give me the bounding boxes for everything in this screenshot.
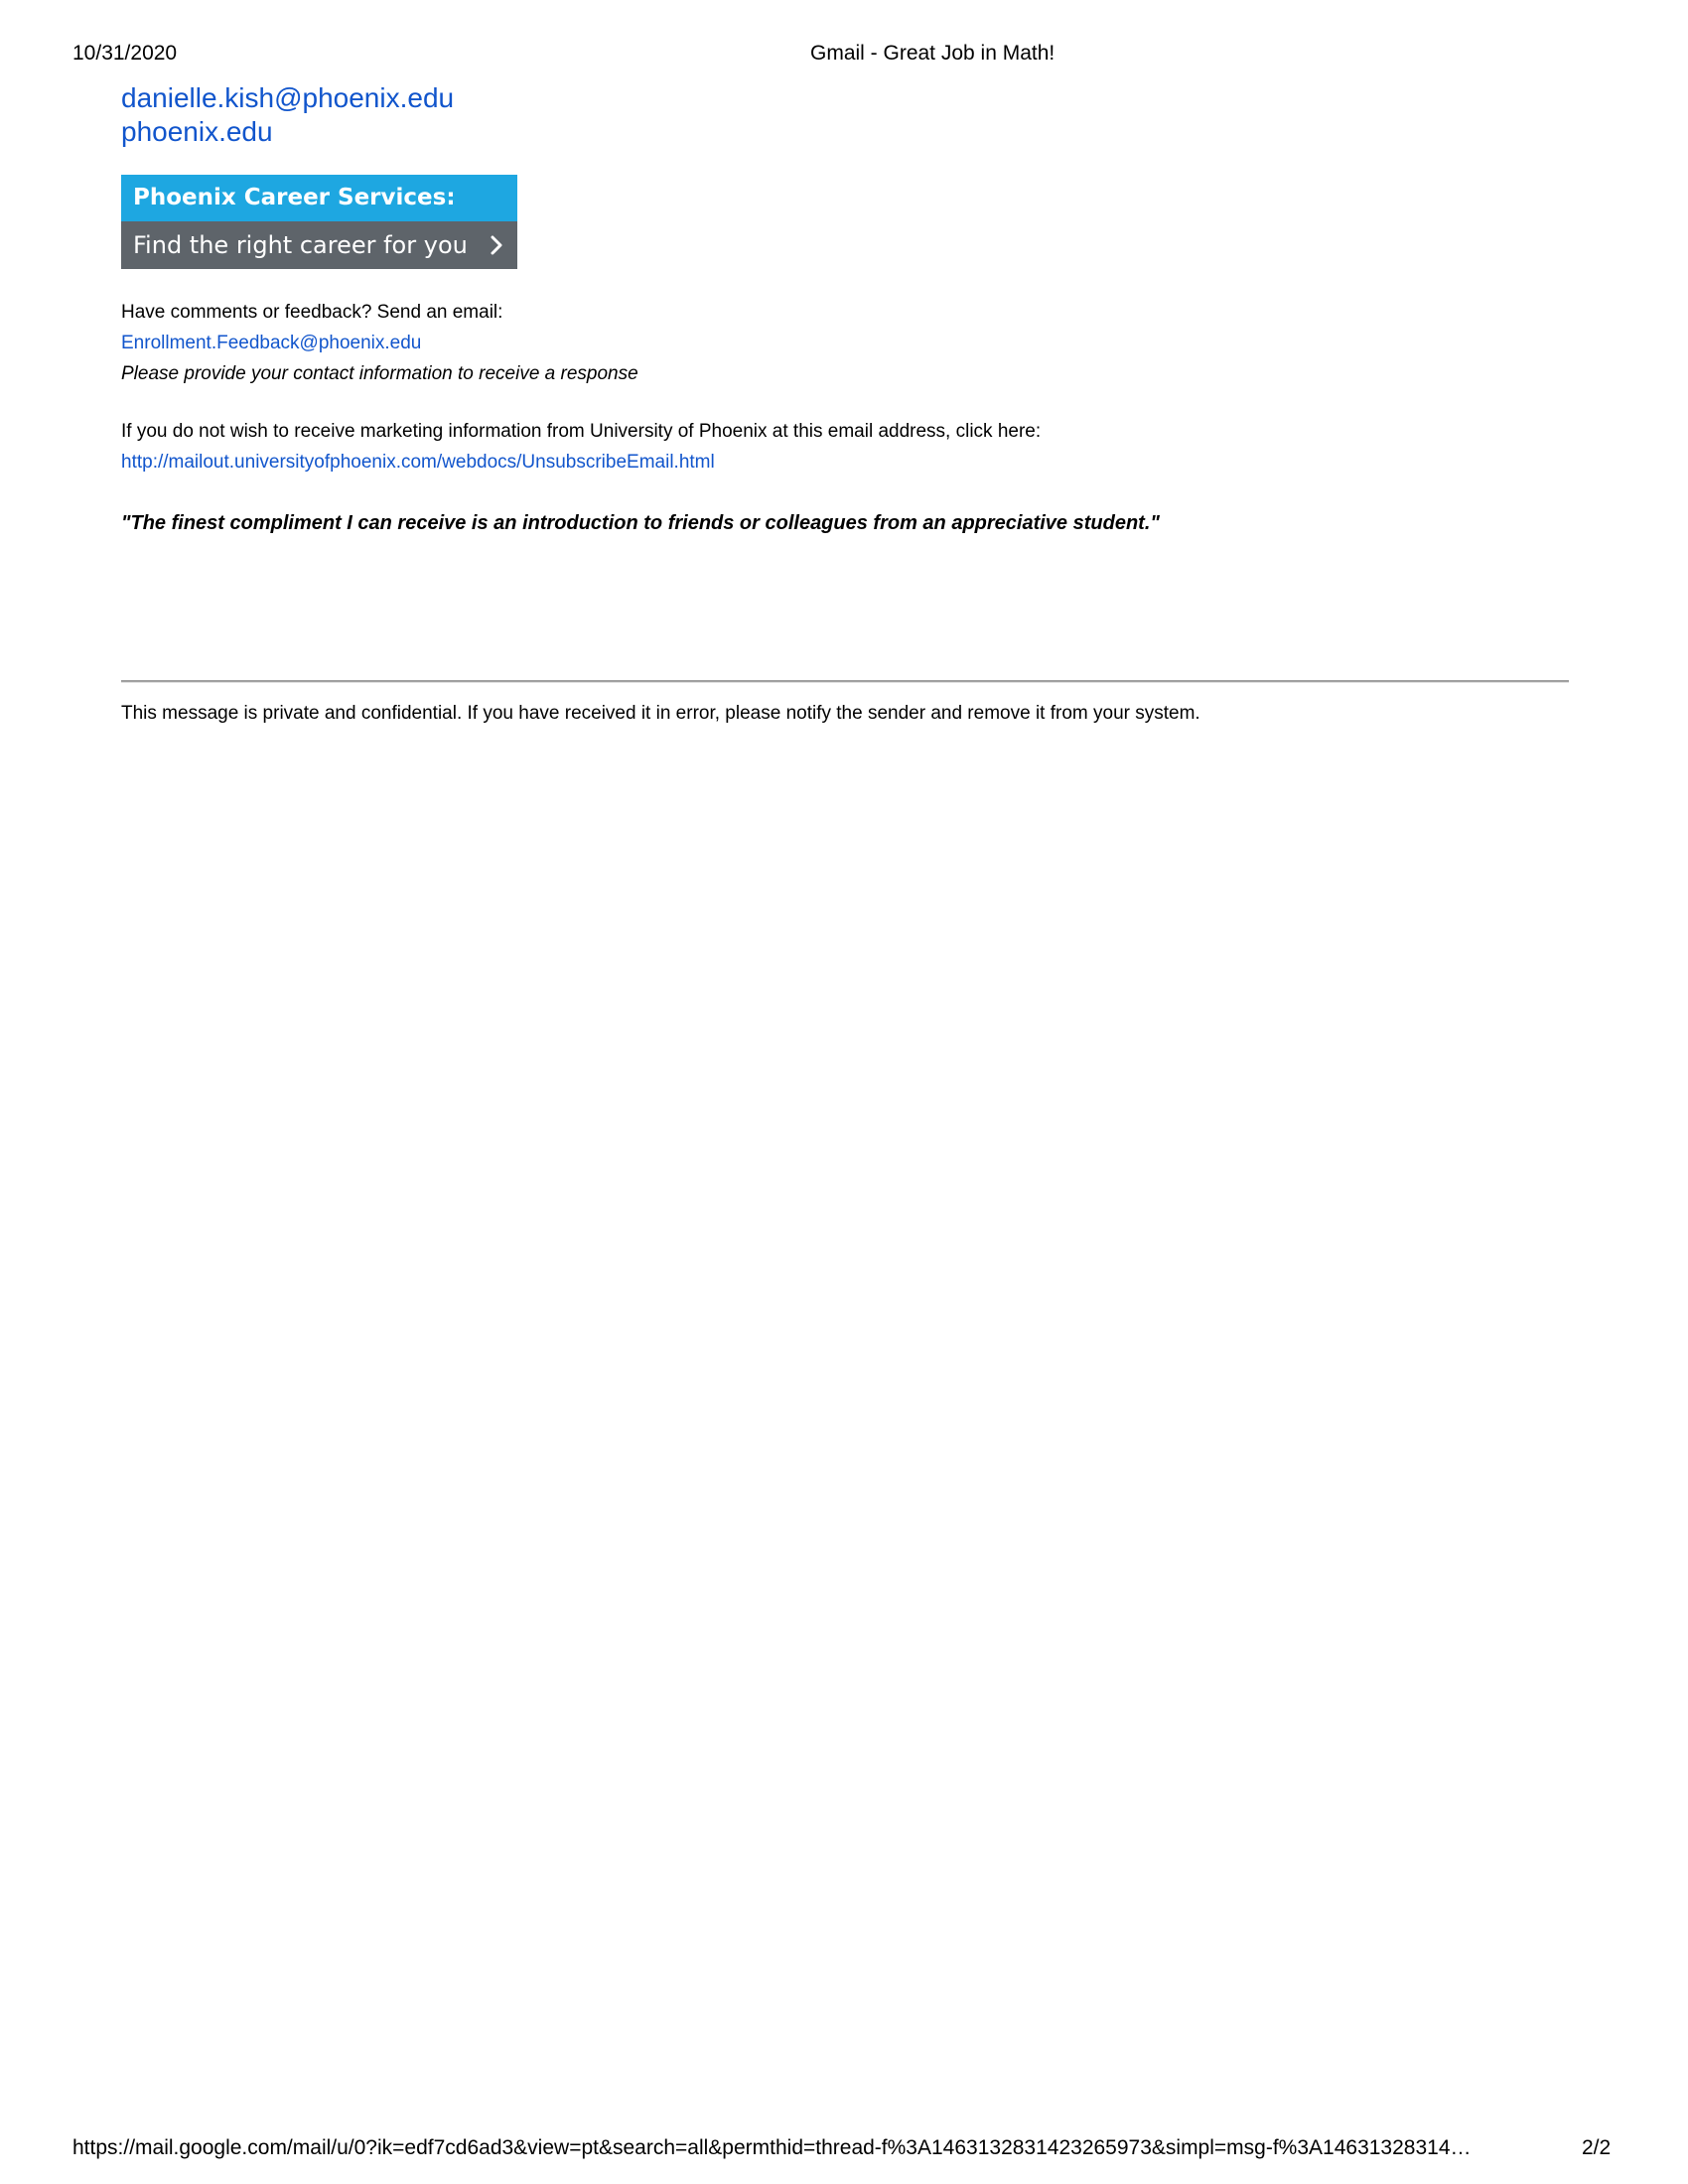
feedback-note: Please provide your contact information to receive a response: [121, 363, 638, 384]
confidentiality-notice: This message is private and confidential. If you have received it in error, please notify the sender and remove it from your system.: [121, 703, 1200, 724]
chevron-right-icon: [490, 235, 503, 255]
feedback-prompt: Have comments or feedback? Send an email:: [121, 302, 503, 323]
page-number: 2/2: [1582, 2136, 1612, 2159]
unsubscribe-section: [121, 416, 1571, 478]
print-footer-url: https://mail.google.com/mail/u/0?ik=edf7cd6ad3&view=pt&search=all&permthid=thread-f%3A1463132831423265973&simpl=msg-f%3A14631328314…: [72, 2136, 1472, 2159]
banner-subtitle: Find the right career for you: [133, 231, 468, 259]
print-date: 10/31/2020: [72, 42, 178, 65]
career-services-banner[interactable]: [121, 175, 517, 269]
unsubscribe-text: If you do not wish to receive marketing information from University of Phoenix at this email address, click here:: [121, 421, 1042, 442]
unsubscribe-link[interactable]: http://mailout.universityofphoenix.com/webdocs/UnsubscribeEmail.html: [121, 452, 715, 473]
email-body: [121, 81, 1571, 537]
signature-email-link[interactable]: danielle.kish@phoenix.edu: [121, 82, 455, 113]
feedback-email-link[interactable]: Enrollment.Feedback@phoenix.edu: [121, 333, 422, 353]
banner-subtitle-row: [121, 221, 517, 269]
signature-website-link[interactable]: phoenix.edu: [121, 116, 273, 147]
print-title: Gmail - Great Job in Math!: [810, 42, 1055, 65]
banner-title: Phoenix Career Services:: [121, 175, 517, 221]
feedback-section: [121, 297, 1571, 389]
testimonial-quote: "The finest compliment I can receive is an introduction to friends or colleagues from an appreciative student.": [121, 512, 1160, 534]
divider: [121, 680, 1569, 683]
